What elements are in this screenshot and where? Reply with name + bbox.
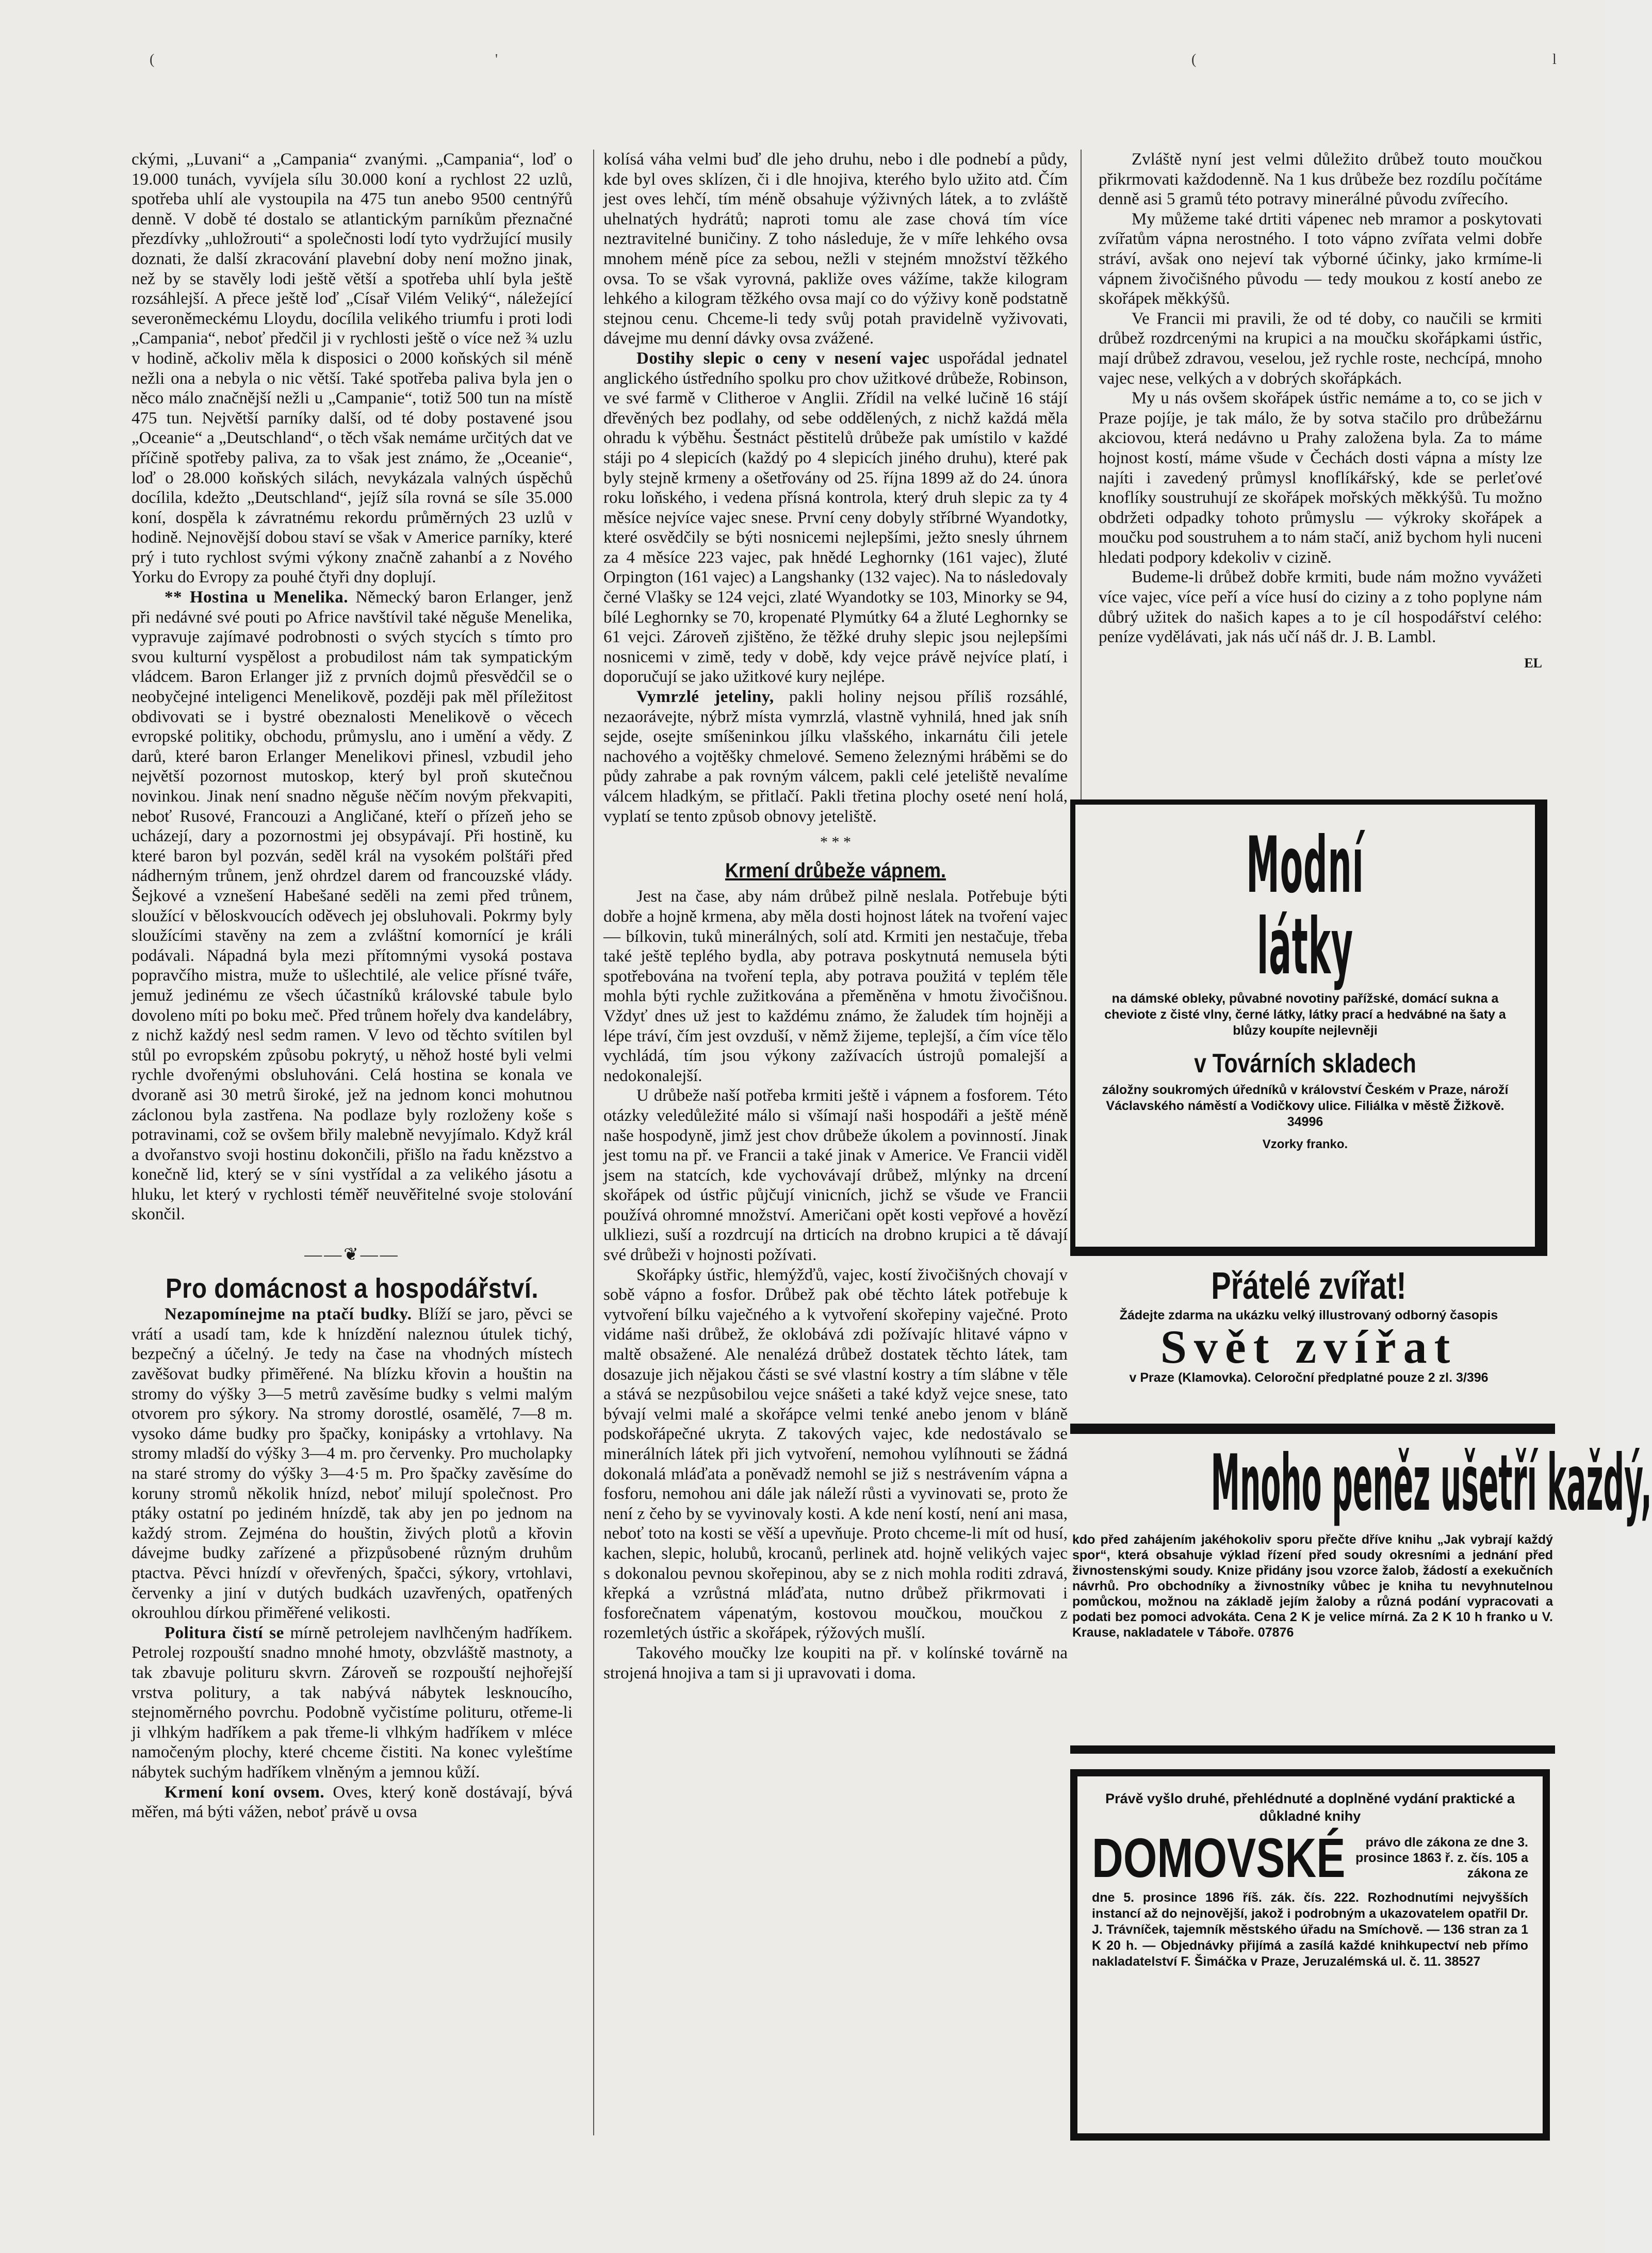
column-2 [603, 150, 1068, 1683]
article-text: Německý baron Erlanger, jenž při nedávné své pouti po Africe navštívil také něguše Menelika, vypravuje zajímavé podrobnosti o svých stycích s tímto pro svou kulturní vyspělost a probudilost nám tak sympatickým vládcem. Baron Erlanger již z prvních dojmů přesvědčil se o neobyčejné inteligenci Menelikově, později pak měl příležitost obdivovati se i bystré obeznalosti Menelikově o věcech evropské politiky, obchodu, průmyslu, ano i umění a vědy. Z darů, které baron Erlanger Menelikovi přinesl, vzbudil jeho největší pozornost mutoskop, který byl proň skutečnou novinkou. Jinak není snadno něguše něčím novým překvapiti, neboť Rusové, Francouzi a Angličané, kteří o přízeň jeho se ucházejí, dary a pozornostmi jej obsypávají. Při hostině, ku které baron byl pozván, seděl král na vysokém polštáři před nádherným trůnem, jenž ohrdzel darem od francouzské vlády. Šejkové a vznešení Habešané seděli na zemi před trůnem, sloužící v běloskvoucích oděvech jej obsluhovali. Pokrmy byly sloužícími stavěny na zem a zvláštní komornící je králi podávali. Nápadná byla mezi přítomnými vysoká postava popravčího mistra, muže to ušlechtilé, ale velice přísné tváře, jemuž jedinému ze všech účastníků královské tabule bylo dovoleno míti po boku meč. Před trůnem hořely dva kandelábry, z nichž každý nesl sedm ramen. V levo od těchto svítilen byl stůl po evropském způsobu pokrytý, u něhož hosté byli velmi rychle dvořenými obsluhováni. Celá hostina se konala ve dvoraně asi 30 metrů široké, jež na jednom konci mohutnou záclonou byla zastřena. Na podlaze byly rozloženy koše s potravinami, což se ovšem břily malebně nevyjímalo. Když král a dvořanstvo svoji hostinu dokončili, přišlo na řadu knězstvo a konečně lid, který se v síni vystřídal a za velikého jásotu a hluku, let který v rychlosti téměř neuvěřitelné svoje stolování skončil. [132, 588, 573, 1224]
paragraph: ckými, „Luvani“ a „Campania“ zvanými. „Campania“, loď o 19.000 tunách, vyvíjela sílu 30.000 koní a rychlost 22 uzlů, spotřeba uhlí ale vystoupila na 475 tun anebo 9500 centnýřů denně. V době té dostalo se atlantickým parníkům přeznačné přezdívky „uhložrouti“ a společnosti lodí tyto vydržující musily doznati, že další zkracování plavební doby není možno jinak, než by se stavěly lodi ještě větší a spotřeba uhlí byla ještě rozsáhlejší. A přece ještě loď „Císař Vilém Veliký“, náležející severoněmeckému Lloydu, docílila velikého triumfu i proti lodi „Campania“, neboť předčil ji v rychlosti ještě o více než ¾ uzlu v hodině, ačkoliv měla k disposici o 2000 koňských sil méně nežli onа a nebyla o nic větší. Také spotřeba paliva byla jen o něco málo značnější nežli u „Campanie“, totiž 500 tun na místě 475 tun. Největší parníky další, od té doby postavené jsou „Oceanie“ a „Deutschland“, o těch však nemáme určitých dat ve příčině spotřeby paliva, za to však jest známo, že „Oceanie“, loď o 28.000 koňských silách, nevykázala valných úspěchů docílila, kdežto „Deutschland“, jejíž síla rovná se síle 35.000 koní, dospěla k závratnému rekordu průměrných 23 uzlů v hodině. Nejnovější dobou staví se však v Americe parníky, které prý i tuto rychlost svými výkony značně zahanbí a z Nového Yorku do Evropy za pouhé čtyři dny doplují. [132, 150, 573, 587]
section-title: Pro domácnost a hospodářství. [165, 1272, 539, 1304]
advertisement-svet-zvirat [1070, 1259, 1547, 1413]
ad-headline: DOMOVSKÉ [1092, 1826, 1346, 1889]
stars-divider: * * * [820, 834, 851, 851]
article-heading: Dostihy slepic o ceny v nesení vajec [636, 349, 930, 368]
column-rule-2 [1081, 150, 1082, 799]
ad-intro: Právě vyšlo druhé, přehlédnuté a doplněné vydání praktické a důkladné knihy [1105, 1791, 1515, 1824]
paragraph [132, 1304, 573, 1623]
article-heading: ** Hostina u Menelika. [165, 588, 349, 607]
paragraph: Takového moučky lze koupiti na př. v kolínské továrně na strojená hnojiva a tam si ji upravovati i doma. [603, 1643, 1068, 1683]
paragraph: kolísá váha velmi buď dle jeho druhu, nebo i dle podnebí a půdy, kde byl oves sklízen, či i dle hnojiva, kterého bylo užito atd. Čím jest oves lehčí, tím méně obsahuje výživných látek, a to zvláště uhelnatých hydrátů; naproti tomu ale zase chová tím více neztravitelné buničiny. Z toho následuje, že v míře lehkého ovsa mnohem méně píce za sebou, nežli v stejném množství těžkého ovsa. To se však vyrovná, pakliže oves vážíme, takže kilogram lehkého a kilogram těžkého ovsa mají co do výživy koně podstatně stejnou cenu. Chceme-li tedy svůj potah pravidelně vyživovati, dávejme mu denní dávky ovsa zvážené. [603, 150, 1068, 348]
margin-mark-edge: l [1552, 52, 1557, 68]
ad-side-text: právo dle zákona ze dne 3. prosince 1863 ř. z. čís. 105 a zákona ze [1355, 1835, 1528, 1881]
paragraph [603, 687, 1068, 826]
ad-text: na dámské obleky, půvabné novotiny pařížské, domácí sukna a cheviote z čisté vlny, černé látky, látky prací a hedvábné na šaty a blůzy koupíte nejlevněji [1104, 991, 1506, 1038]
ad-bottom-bar [1070, 1745, 1555, 1754]
signature: EL [1524, 655, 1542, 671]
ad-text: dne 5. prosince 1896 říš. zák. čís. 222. Rozhodnutími nejvyšších instancí až do nejnovější, jakož i podrobným a ukazovatelem opatřil Dr. J. Trávníček, tajemník městského úřadu na Smíchově. — 136 stran za 1 K 20 h. — Objednávky přijímá a zasílá každé knihkupectví neb přímo nakladatelství F. Šimáčka v Praze, Jeruzalémská ul. č. 11. 38527 [1092, 1890, 1528, 1969]
article-text: Oves, který koně dostávají, bývá měřen, má býti vážen, neboť právě u ovsa [132, 1783, 573, 1822]
paragraph: My můžeme také drtiti vápenec neb mramor a poskytovati zvířatům vápna nerostného. I toto vápno zvířata velmi dobře stráví, avšak ono nejeví tak výborné účinky, jako krmíme-li vápnem živočišného původu — tedy moukou z kostí anebo ze skořápek měkkýšů. [1099, 209, 1542, 308]
article-text: pakli holiny nejsou příliš rozsáhlé, nezaorávejte, nýbrž místa vymrzlá, vlastně vyhnilá, hned jak sníh sejde, osejte smíšeninkou jílku vlašského, inkarnátu čili jetele nachového a vojtěšky chmelové. Semeno železnými hráběmi se do půdy zahrabe a pak rovným válcem, pakli celé jeteliště nevalíme válcem hladkým, se přitlačí. Pakli třetina plochy oseté není holá, vyplatí se tento způsob obnovy jeteliště. [603, 688, 1068, 826]
paragraph [132, 587, 573, 1225]
paragraph: Zvláště nyní jest velmi důležito drůbež touto moučkou přikrmovati každodenně. Na 1 kus drůbeže bez rozdílu počítáme denně asi 5 gramů této potravy minerálné původu zvířecího. [1099, 150, 1542, 209]
ad-text: kdo před zahájením jakéhokoliv sporu přečte dříve knihu „Jak vybrají každý spor“, která obsahuje výklad řízení před soudy okresními a jednání před živnostenskými soudy. Knize přidány jsou vzorce žalob, žádostí a exekučních návrhů. Pro obchodníky a živnostníky vůbec je kniha tu nevyhnutelnou pomůckou, možnou na základě jejím žaloby a různá podání vypracovati a podati bez pomoci advokáta. Cena 2 K je velice mírná. Za 2 K 10 h franko u V. Krause, nakladatele v Táboře. 07876 [1072, 1532, 1553, 1640]
article-heading: Nezapomínejme na ptačí budky. [165, 1305, 412, 1324]
article-heading: Vymrzlé jeteliny, [636, 688, 774, 707]
column-1 [132, 150, 573, 1822]
column-rule-1 [593, 150, 594, 2135]
paragraph: Jest na čase, aby nám drůbež pilně neslala. Potřebuje býti dobře a hojně krmena, aby měla dosti hojnost látek na tvoření vajec — bílkovin, tuků minerálných, solí atd. Krmiti jen nestačuje, třeba také ještě teplého bydla, aby potrava poskytnutá nemusela býti spotřebována na tvoření tepla, aby potrava použitá v teplém těle mohla býti rychle zužitkována a přeměněna v hmotu živočišnou. Vždyť dnes už jest to každému známo, že žaludek tím hojněji a lépe tráví, čím jest ovzduší, v němž žijeme, teplejší, a čím více tělo vychládá, tím jsou výkony zažívacích ústrojů pomalejší a nedokonalejší. [603, 887, 1068, 1085]
ad-magazine-title: Svět zvířat [1160, 1320, 1458, 1373]
margin-mark-left: ( [150, 52, 155, 68]
ornament-divider: ——❦—— [304, 1245, 400, 1265]
article-text: mírně petrolejem navlhčeným hadříkem. Petrolej rozpouští snadno mnohé hmoty, obzvláště mastnoty, a tak zbavuje polituru skvrn. Zároveň se rozpouští nejhořejší vrstva politury, a tak nabývá nábytek lesknoucího, stejnoměrného povrchu. Podobně vyčistíme polituru, otřeme-li ji vlhkým hadříkem a pak třeme-li vlhkým hadříkem v mléce namočeným plochy, které chceme čistiti. Na konec vyleštíme nábytek suchým hadříkem vlněným a jemnou kůží. [132, 1623, 573, 1782]
advertisement-modni-latky [1070, 799, 1547, 1256]
paragraph: My u nás ovšem skořápek ústřic nemáme a to, co se jich v Praze pojíje, je tak málo, že by sotva stačilo pro drůbežárnu akciovou, která nedávno u Prahy založena byla. Za to máme hojnost kostí, máme všude v Čechách dosti vápna a místy lze najíti i zavedený průmysl knoflíkářský, kde se perleťové knoflíky soustruhují ze skořápek mořských měkkýšů. Tu možno obdržeti odpadky tohoto průmyslu — výkroky skořápek a moučku pod soustruhem a to nám stačí, aniž bychom hyli nuceni hledati podpory kdekoliv v cizině. [1099, 389, 1542, 567]
margin-mark-middle: ' [495, 52, 498, 68]
paragraph: U drůbeže naší potřeba krmiti ještě i vápnem a fosforem. Této otázky veledůležité málo si všímají naši hospodáři a ještě méně naše hospodyně, jimž jest chov drůbeže úkolem a povinností. Jinak jest tomu na př. ve Francii a také jinak v Americe. Ve Francii viděl jsem na statcích, kde vychovávají drůbež, mlýnky na drcení skořápek od ústřic půjčují vinicních, jichž se všude ve Francii používá ohromné množství. Američani opět kosti vepřové a hovězí ulkliezi, suší a rozdrcují na drticích na drobno krupici a tě dávají své drůbeži v hojnosti požívati. [603, 1086, 1068, 1265]
ad-footer: Vzorky franko. [1262, 1137, 1348, 1151]
ad-title-row [1092, 1826, 1528, 1889]
paragraph [132, 1783, 573, 1822]
paragraph [132, 1623, 573, 1783]
article-heading: Krmení koní ovsem. [165, 1783, 325, 1802]
advertisement-mnoho-penez [1070, 1424, 1652, 1754]
article-text: uspořádal jednatel anglického ústředního spolku pro chov užitkové drůbeže, Robinson, ve své farmě v Clitheroe v Anglii. Zřídil na velké lučině 16 stájí dřevěných bez podlahy, od sebe oddělených, z nichž každá měla ohradu k výběhu. Šestnáct pěstitelů drůbeže pak umístilo v každé stáji po 4 slepicích (každý po 4 slepicích jiného druhu), které pak byly stejně krmeny a ošetřovány od 25. října 1899 až do 24. února roku loňského, i vedena přísná kontrola, který druh slepic za ty 4 měsíce nejvíce vajec snese. První ceny dobyly stříbrné Wyandotky, které osvědčily se býti nosnicemi nejlepšími, ježto snesly úhrnem za 4 měsíce 223 vajec, pak hnědé Leghornky (161 vajec), žluté Orpington (161 vajec) a Langshanky (132 vajec). Na to následovaly černé Vlašky se 124 vejci, zlaté Wyandotky se 103, Minorky se 94, bílé Leghornky se 70, kropenaté Plymútky 64 a žluté Leghornky se 61 vejci. Zároveň zjištěno, že těžké druhy slepic jsou nejlepšími nosnicemi v zimě, tedy v době, kdy vejce právě nejvíce platí, i doporučují se jako užitkové kury nejlépe. [603, 349, 1068, 687]
paragraph: Ve Francii mi pravili, že od té doby, co naučili se krmiti drůbež rozdrcenými na krupici a na moučku skořápkami ústřic, mají drůbež zdravou, veselou, jež rychle roste, nechcípá, mnoho vajec nese, velkých a v dobrých skořápkách. [1099, 309, 1542, 388]
article-text: Blíží se jaro, pěvci se vrátí a usadí tam, kde k hnízdění naleznou útulek tichý, bezpečný a účelný. Je tedy na čase na vhodných místech zavěšovat budky přiměřené. Na blízku křovin a houštin na stromy do výšky 3—5 metrů zavěsíme budky s velmi malým otvorem pro sýkory. Na stromy dorostlé, osamělé, 7—8 m. vysoko dáme budky pro špačky, konipásky a vrtohlavy. Na stromy mladší do výšky 3—4 m. pro červenky. Pro mucholapky na staré stromy do výšky 3—4·5 m. Pro špačky zavěsíme do koruny stromů několik hnízd, neboť milují společnost. Pro ptáky ostatní po jediném hnízdě, tak aby jen po jednom na každý strom. Zejména do houštin, živých plotů a křovin dávejme budky zařízené a přizpůsobené různým druhům ptactva. Pěvci hnízdí v ořevřených, špačci, sýkory, vrtohlavi, červenky a jiní v dutých budkách uzavřených, opatřených okrouhlou dírkou přiměřené velikosti. [132, 1305, 573, 1623]
article-heading: Politura čistí se [165, 1623, 284, 1642]
column-3 [1099, 150, 1542, 673]
ad-subheadline: v Továrních skladech [1194, 1049, 1416, 1079]
margin-mark-right: ( [1191, 52, 1197, 68]
paragraph: Skořápky ústřic, hlemýžďů, vajec, kostí živočišných chovají v sobě vápno a fosfor. Drůbež pak obé těchto látek potřebuje k vytvoření bílku vaječného a k vytvoření skořepiny vaječné. Proto vidáme naši drůbež, že oklobává zdi požívajíc hlitavé vápno v maltě obsažené. Ale nenalézá drůbež dostatek těchto látek, tam dosazuje jich nějakou části se své vlastní kostry a tím slábne v těle a stává se nezpůsobilou vejce snášeti a také když vejce snese, tato bývají velmi malé a skořápce velmi tenké anebo jenom v bláně podskořápečné ukryta. Z takových vajec, kde nedostávalo se minerálních látek při jich vytvoření, nemohou vylíhnouti se žádná dokonalá mláďata a poněvadž nemohl se již s nestrávením vápna a fosforu, nemohou ani dále jak náleží růsti a vyvinovati se, proto že není z čeho by se vyvinovaly kosti. A kde není kostí, není ani masa, neboť toto na kosti se věší a upevňuje. Proto chceme-li mít od husí, kachen, slepic, holubů, krocanů, perlinek atd. hojně velikých vajec s dokonalou pevnou skořepinou, aby se z nich mohla roditi zdravá, křepká a vzrůstná mláďata, nutno drůbež přikrmovati i fosforečnatem vápenatým, kostovou moučkou, moučkou z rozemletých ústřic a skořápek, rýžových mušlí. [603, 1265, 1068, 1643]
ad-headline: Přátelé zvířat! [1211, 1264, 1406, 1307]
ad-text: Žádejte zdarma na ukázku velký illustrovaný odborný časopis [1119, 1308, 1498, 1323]
ad-text: záložny soukromých úředníků v království Českém v Praze, nároží Václavského náměstí a Vodičkovy ulice. Filiálka v městě Žižkově. 34996 [1102, 1083, 1509, 1129]
paragraph [603, 349, 1068, 687]
ad-headline: Modní látky [1246, 821, 1364, 992]
advertisement-domovske [1070, 1769, 1550, 2141]
article-title: Krmení drůbeže vápnem. [725, 859, 946, 882]
ad-text: v Praze (Klamovka). Celoroční předplatné pouze 2 zl. 3/396 [1129, 1370, 1489, 1385]
ad-headline: Mnoho peněz ušetří každý, [1211, 1439, 1652, 1528]
paragraph: Budeme-li drůbež dobře krmiti, bude nám možno vyvážeti více vajec, více peří a více husí do ciziny a z toho poplyne nám důbrý užitek do našich kapes a to je cíl hospodářství celého: peníze vydělávati, jak nás učí náš dr. J. B. Lambl. [1099, 568, 1542, 647]
